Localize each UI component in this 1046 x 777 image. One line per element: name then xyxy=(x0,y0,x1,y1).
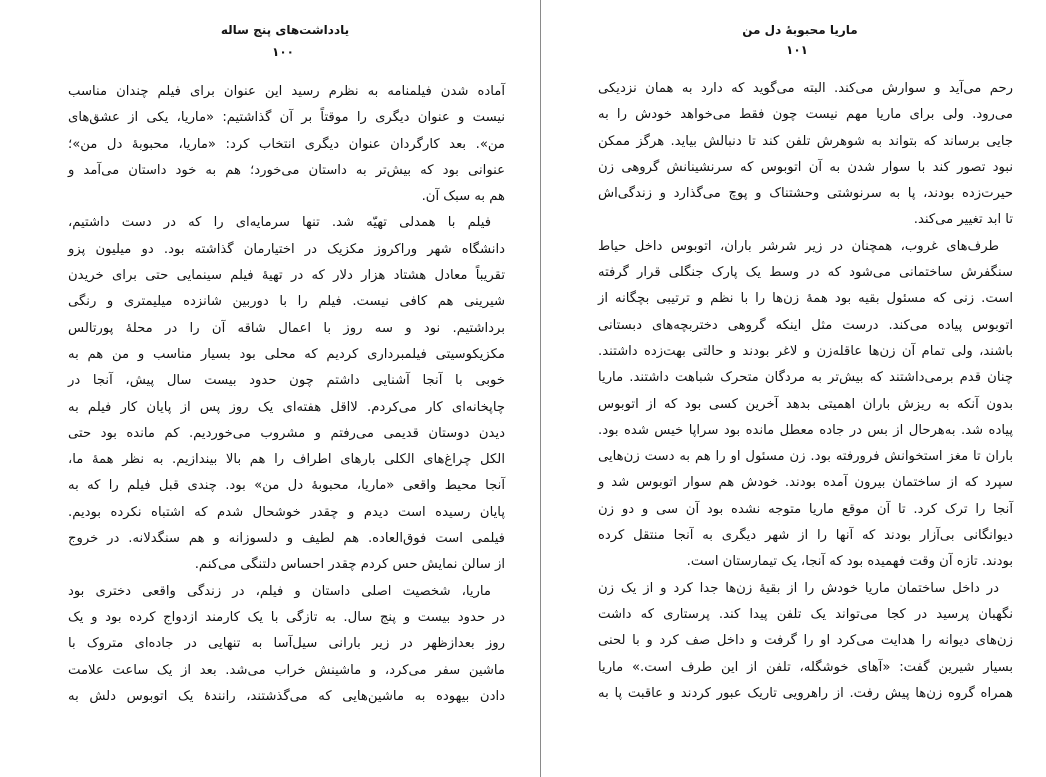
text-line: تا ابد تغییر می‌کند. xyxy=(913,212,1013,228)
page-number: ۱۰۱ xyxy=(786,43,808,57)
text-line: باشند، ولی تمام آن زن‌ها عاقله‌زن و لاغر بودند و حالتی بهت‌زده داشتند. xyxy=(598,343,1013,359)
text-line: ماشین سفر می‌کرد، و ماشینش خراب می‌شد. بعد از یک ساعت علامت xyxy=(68,662,505,678)
text-line: رحم می‌آید و سوارش می‌کند. البته می‌گوید که دارد به همان نزدیکی xyxy=(598,81,1013,96)
text-line: نگهبان پرسید در کجا می‌تواند یک تلفن پیدا کند. پرستاری که داشت xyxy=(598,606,1013,622)
text-line: عنوانی بود که بیش‌تر به داستان می‌خورد؛ هم به خود داستان می‌آمد و xyxy=(68,162,505,178)
text-line: اتوبوس پیاده می‌کند. درست مثل اینکه گروهی دختربچه‌های دبستانی xyxy=(598,317,1013,333)
text-line: دانشگاه شهر وراکروز مکزیک در اختیارمان گذاشته بود. دو میلیون پزو xyxy=(68,241,505,257)
text-line: فیلمی است فوق‌العاده. هم لطیف و دلسوزانه و هم سنگدلانه. در خروج xyxy=(68,531,505,547)
text-line: از سالن نمایش حس کردم چقدر احساس دلتنگی می‌کنم. xyxy=(194,557,505,573)
text-line: دیوانگانی بی‌آزار بودند که آنها را از شهر دیگری به آنجا منتقل کرده xyxy=(598,528,1013,544)
page-body-text xyxy=(68,79,505,710)
text-line: در داخل ساختمان ماریا خودش را از بقیهٔ زن‌ها جدا کرد و از یک زن xyxy=(598,580,999,596)
text-line: دیدن دوستان قدیمی می‌رفتم و مشروب می‌خوردیم. کم مانده بود حتی xyxy=(68,425,505,441)
text-line: همراه گروه زن‌ها پیش رفت. از راهرویی تاریک عبور کردند و عاقبت پا به xyxy=(598,685,1013,701)
page-body-text xyxy=(598,76,1013,707)
text-line: بسیار شیرین گفت: «آهای خوشگله، تلفن از این طرف است.» ماریا xyxy=(598,659,1013,675)
text-line: حیرت‌زده بودند، پا به سرنوشتی وحشتناک و پوچ می‌گذارد و زندگی‌اش xyxy=(598,186,1013,202)
text-line: تقریباً معادل هشتاد هزار دلار که در تهیهٔ فیلم سینمایی حتی برای خریدن xyxy=(68,268,505,284)
text-line: شیرینی هم کافی نیست. فیلم را با دوربین شانزده میلیمتری و رنگی xyxy=(68,294,505,310)
text-line: می‌رود. ولی برای ماریا مهم نیست چون فقط می‌خواهد خودش را به xyxy=(598,107,1013,123)
text-line: باران تا مغز استخوانش فرورفته بود. زن مسئول او را هم به دست زن‌هایی xyxy=(598,449,1013,465)
right-page xyxy=(541,0,1046,777)
text-line: ماریا، شخصیت اصلی داستان و فیلم، در زندگی واقعی دختری بود xyxy=(68,583,491,599)
text-line: سپرد که از ساختمان بیرون آمده بودند. خودش هم سوار اتوبوس شد و xyxy=(598,475,1013,491)
text-line: من». بعد کارگردان عنوان دیگری انتخاب کرد: «ماریا، محبوبهٔ دل من»؛ xyxy=(68,136,505,152)
text-line: مکزیکوسیتی فیلمبرداری کردیم که محلی بود بسیار مناسب و من هم به xyxy=(68,346,505,362)
text-line: بدون آنکه به ریزش باران اهمیتی بدهد آخرین کسی بود که از اتوبوس xyxy=(598,396,1013,412)
text-line: فیلم با همدلی تهیّه شد. تنها سرمایه‌ای را که در دست داشتیم، xyxy=(68,215,491,231)
text-line: آماده شدن فیلمنامه به نظرم رسید این عنوان برای فیلم چندان مناسب xyxy=(68,84,505,99)
text-line: خوبی با آنجا آشنایی داشتم چون حدود بیست سال پیش، آنجا در xyxy=(68,373,505,389)
running-head: ماریا محبوبهٔ دل من xyxy=(742,23,858,37)
text-line: بودند. تازه آن وقت فهمیده بود که آنجا، یک تیمارستان است. xyxy=(686,554,1013,570)
text-line: پیاده شد. به‌هرحال از بس در جاده معطل مانده بود سراپا خیس شده بود. xyxy=(598,422,1013,438)
text-line: روز بعدازظهر در زیر بارانی سیل‌آسا به تنهایی در جاده‌ای متروک با xyxy=(68,636,505,652)
text-line: است. زنی که مسئول بقیه بود همهٔ زن‌ها را با نظم و ترتیبی بچگانه از xyxy=(598,291,1013,307)
text-line: سنگفرش ساختمانی می‌شود که در وسط یک پارک جنگلی قرار گرفته xyxy=(598,265,1013,281)
text-line: هم به سبک آن. xyxy=(421,189,505,205)
text-line: دادن بیهوده به ماشین‌هایی که می‌گذشتند، رانندهٔ یک اتوبوس دلش به xyxy=(68,688,505,704)
text-line: آنجا را ترک کرد. تا آن موقع ماریا متوجه نشده بود آن سی و دو زن xyxy=(598,501,1013,517)
text-line: در حدود بیست و پنج سال. به تازگی با یک کارمند ازدواج کرده بود و یک xyxy=(68,609,505,625)
text-line: پایان رسیده است دیدم و چقدر خوشحال شدم که اشتباه نکرده بودیم. xyxy=(68,504,505,520)
text-line: چاپخانه‌ای کار می‌کردم. لااقل هفته‌ای یک روز پس از پایان کار فیلم به xyxy=(68,399,505,415)
text-line: الکل چراغ‌های الکلی بارهای اطراف را هم بالا بیندازیم. به نظر همهٔ ما، xyxy=(68,452,505,468)
text-line: طرف‌های غروب، همچنان در زیر شرشر باران، اتوبوس داخل حیاط xyxy=(598,238,999,254)
text-line: زن‌های دیوانه را هدایت می‌کرد او را گرفت و داخل صف کرد و با لحنی xyxy=(598,633,1013,649)
text-line: آنجا محیط واقعی «ماریا، محبوبهٔ دل من» بود. چندی قبل فیلم را که به xyxy=(68,478,505,494)
text-line: نیست و عنوان دیگری را موقتاً بر آن گذاشتیم: «ماریا، یکی از عشق‌های xyxy=(68,110,505,126)
text-line: برداشتیم. نود و سه روز با اعمال شاقه آن را در محلهٔ پورتالس xyxy=(68,320,505,336)
text-line: چنان قدم برمی‌داشتند که بیش‌تر به مردگان متحرک شباهت داشتند. ماریا xyxy=(598,370,1013,386)
text-line: نبود تصور کند با سوار شدن به آن اتوبوس که سرنشینانش گروهی زن xyxy=(598,159,1013,175)
page-number: ۱۰۰ xyxy=(272,45,294,59)
running-head: یادداشت‌های پنج ساله xyxy=(220,23,350,37)
text-line: جایی برساند که بتواند به شوهرش تلفن کند تا دنبالش بیاید. هرگز ممکن xyxy=(598,133,1013,149)
